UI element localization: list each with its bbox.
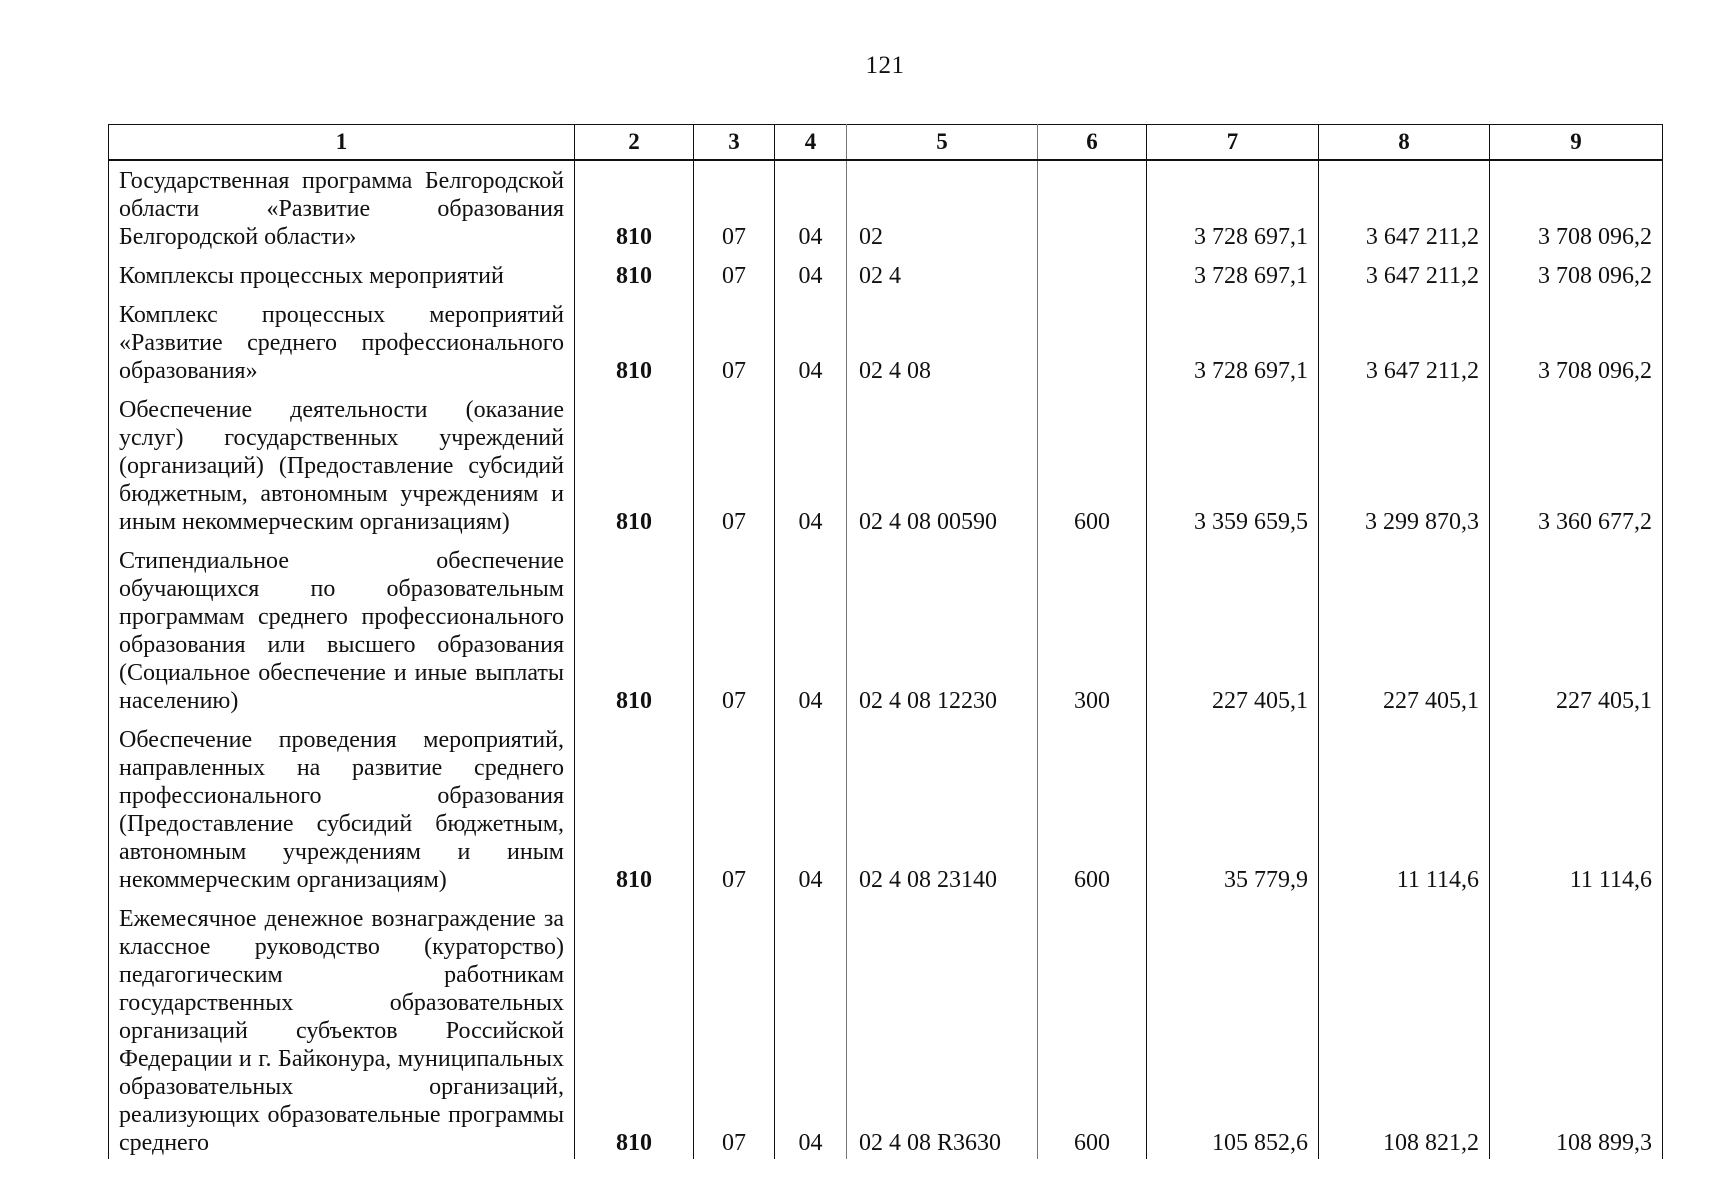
table-row	[109, 160, 1663, 256]
cell-col8: 3 647 211,2	[1319, 256, 1490, 295]
cell-col5: 02 4 08 R3630	[847, 899, 1038, 1159]
cell-col9: 3 708 096,2	[1490, 160, 1663, 256]
cell-col4: 04	[775, 390, 847, 541]
row-name: Ежемесячное денежное вознаграждение за классное руководство (кураторство) педагогическим работникам государственных образовательных организаций субъектов Российской Федерации и г. Байконура, муниципальных образовательных организаций, реализующих образовательные программы среднего	[109, 899, 575, 1159]
cell-col8: 3 647 211,2	[1319, 160, 1490, 256]
cell-col8: 3 647 211,2	[1319, 295, 1490, 390]
cell-col5: 02 4 08 23140	[847, 720, 1038, 899]
page-number: 121	[865, 52, 905, 79]
cell-col2: 810	[575, 899, 694, 1159]
table-row	[109, 541, 1663, 720]
cell-col3: 07	[694, 541, 775, 720]
cell-col6: 600	[1038, 899, 1147, 1159]
cell-col5: 02 4	[847, 256, 1038, 295]
row-name: Государственная программа Белгородской области «Развитие образования Белгородской области»	[109, 160, 575, 256]
cell-col8: 108 821,2	[1319, 899, 1490, 1159]
col-header-7: 7	[1147, 125, 1319, 161]
cell-col7: 3 359 659,5	[1147, 390, 1319, 541]
cell-col3: 07	[694, 160, 775, 256]
col-header-3: 3	[694, 125, 775, 161]
cell-col3: 07	[694, 720, 775, 899]
cell-col3: 07	[694, 390, 775, 541]
cell-col4: 04	[775, 899, 847, 1159]
cell-col6	[1038, 295, 1147, 390]
header-row	[109, 125, 1663, 161]
table-row	[109, 720, 1663, 899]
cell-col7: 3 728 697,1	[1147, 160, 1319, 256]
cell-col9: 11 114,6	[1490, 720, 1663, 899]
cell-col4: 04	[775, 720, 847, 899]
row-name: Обеспечение проведения мероприятий, направленных на развитие среднего профессионального образования (Предоставление субсидий бюджетным, автономным учреждениям и иным некоммерческим организациям)	[109, 720, 575, 899]
cell-col8: 11 114,6	[1319, 720, 1490, 899]
cell-col7: 3 728 697,1	[1147, 256, 1319, 295]
col-header-8: 8	[1319, 125, 1490, 161]
cell-col3: 07	[694, 256, 775, 295]
cell-col4: 04	[775, 160, 847, 256]
col-header-4: 4	[775, 125, 847, 161]
row-name: Комплексы процессных мероприятий	[109, 256, 575, 295]
cell-col9: 227 405,1	[1490, 541, 1663, 720]
cell-col2: 810	[575, 720, 694, 899]
row-name: Комплекс процессных мероприятий «Развитие среднего профессионального образования»	[109, 295, 575, 390]
budget-table	[108, 124, 1663, 1159]
cell-col4: 04	[775, 295, 847, 390]
table-row	[109, 899, 1663, 1159]
cell-col2: 810	[575, 390, 694, 541]
cell-col8: 227 405,1	[1319, 541, 1490, 720]
cell-col8: 3 299 870,3	[1319, 390, 1490, 541]
cell-col9: 108 899,3	[1490, 899, 1663, 1159]
cell-col6	[1038, 256, 1147, 295]
cell-col9: 3 708 096,2	[1490, 256, 1663, 295]
cell-col2: 810	[575, 541, 694, 720]
cell-col6: 300	[1038, 541, 1147, 720]
cell-col2: 810	[575, 295, 694, 390]
table-row	[109, 390, 1663, 541]
cell-col7: 3 728 697,1	[1147, 295, 1319, 390]
cell-col4: 04	[775, 541, 847, 720]
cell-col2: 810	[575, 256, 694, 295]
cell-col6: 600	[1038, 390, 1147, 541]
cell-col7: 35 779,9	[1147, 720, 1319, 899]
cell-col7: 227 405,1	[1147, 541, 1319, 720]
cell-col5: 02 4 08 00590	[847, 390, 1038, 541]
cell-col5: 02 4 08	[847, 295, 1038, 390]
col-header-9: 9	[1490, 125, 1663, 161]
cell-col6: 600	[1038, 720, 1147, 899]
col-header-5: 5	[847, 125, 1038, 161]
cell-col5: 02	[847, 160, 1038, 256]
cell-col4: 04	[775, 256, 847, 295]
cell-col3: 07	[694, 295, 775, 390]
cell-col3: 07	[694, 899, 775, 1159]
row-name: Обеспечение деятельности (оказание услуг) государственных учреждений (организаций) (Предоставление субсидий бюджетным, автономным учреждениям и иным некоммерческим организациям)	[109, 390, 575, 541]
col-header-2: 2	[575, 125, 694, 161]
cell-col9: 3 708 096,2	[1490, 295, 1663, 390]
cell-col7: 105 852,6	[1147, 899, 1319, 1159]
col-header-1: 1	[109, 125, 575, 161]
cell-col5: 02 4 08 12230	[847, 541, 1038, 720]
row-name: Стипендиальное обеспечение обучающихся по образовательным программам среднего профессионального образования или высшего образования (Социальное обеспечение и иные выплаты населению)	[109, 541, 575, 720]
table-row	[109, 295, 1663, 390]
table-row	[109, 256, 1663, 295]
cell-col6	[1038, 160, 1147, 256]
cell-col9: 3 360 677,2	[1490, 390, 1663, 541]
col-header-6: 6	[1038, 125, 1147, 161]
cell-col2: 810	[575, 160, 694, 256]
